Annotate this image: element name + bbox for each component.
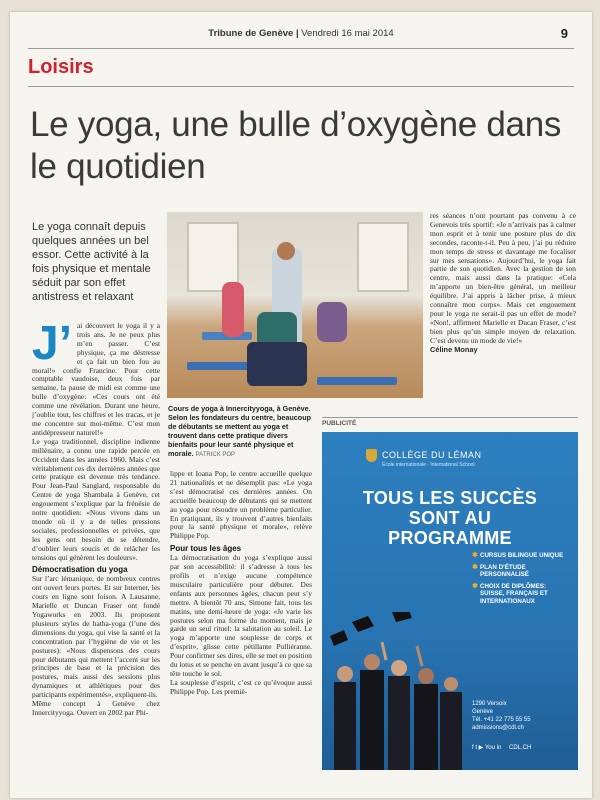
graduate-figure (360, 670, 384, 770)
photo-yoga-mat (317, 377, 397, 385)
section-rule (28, 86, 574, 87)
ad-feature-text: CHOIX DE DIPLÔMES: SUISSE, FRANÇAIS ET INTERNATIONAUX (480, 582, 548, 605)
graduate-head (418, 668, 434, 684)
mortarboard-icon (352, 616, 374, 632)
article-paragraph: Le yoga traditionnel, discipline indienne millénaire, a connu une rapide percée en Occident dans les années 1960. Mais c’est véritablement ces dix dernières années que cette pratique est devenue très tendance. Pour Jean-Paul Sanglard, responsable du Centre de yoga Shambala à Genève, cet engouement s’explique par la frénésie de notre quotidien: «Nous vivons dans un monde où il y a de telles pressions sociales, professionnelles et privées, que les gens ont besoin de se détendre, d’oublier leurs soucis et de relâcher les tensions qui génèrent les douleurs». (32, 436, 160, 562)
photo-window (357, 222, 409, 292)
graduate-figure (334, 682, 356, 770)
article-paragraph: La souplesse d’esprit, c’est ce qu’évoque aussi Philippe Pop. Les premiè- (170, 677, 312, 696)
headline: Le yoga, une bulle d’oxygène dans le quotidien (30, 105, 562, 186)
article-paragraph: res séances n’ont pourtant pas convenu à ce Genevois très sportif: «Je n’arrivais pas à calmer mon esprit et à tenir une posture plus de dix secondes, raconte-t-il. Peu à peu, j’ai pu réduire mon temps de stress et davantage me focaliser sur mes sensations». Aujourd’hui, le yoga fait partie de son quotidien. Avec la gestion de son centre, mais aussi dans la pratique: «Cela m’apporte un bien-être général, un meilleur équilibre. J’ai appris à lâcher prise, à mieux connaître mon corps». Mais cet engouement pour le yoga ne serait-il pas un effet de mode? «Non!, affirment Marielle et Ducan Fraser, c’est bien plus qu’un simple moyen de relaxation. C’est devenu un mode de vie!» (430, 212, 576, 345)
photo-caption (168, 404, 318, 460)
crest-icon (366, 449, 377, 462)
ad-feature-list (472, 552, 572, 609)
ad-social-row (472, 744, 531, 751)
raised-arm (382, 642, 386, 660)
ad-title (322, 488, 578, 548)
star-icon: ✱ (472, 552, 478, 559)
graduate-head (444, 677, 458, 691)
photo-student-bg (317, 302, 347, 342)
header-rule (28, 48, 574, 49)
advertisement-label: PUBLICITÉ (322, 420, 357, 427)
ad-rule (322, 417, 578, 418)
ad-address-line: 1290 Versoix (472, 701, 507, 707)
graduate-figure (388, 676, 410, 770)
star-icon: ✱ (472, 582, 478, 590)
page-header (10, 28, 592, 46)
ad-email[interactable]: admissions@cdl.ch (472, 725, 524, 731)
masthead (10, 28, 592, 39)
ad-address-line: Genève (472, 709, 494, 715)
article-column-1 (32, 322, 160, 792)
graduate-head (337, 666, 353, 682)
article-paragraph: Même concept à Genève chez Innercityyoga. Ouvert en 2002 par Phi- (32, 699, 160, 717)
newspaper-name: Tribune de Genève (208, 28, 294, 39)
article-column-3 (430, 212, 576, 412)
ad-feature (472, 552, 572, 560)
ad-feature-text: CURSUS BILINGUE UNIQUE (480, 552, 564, 559)
ad-title-line: TOUS LES SUCCÈS (362, 488, 538, 508)
mortarboard-icon (392, 612, 412, 622)
ad-feature-text: PLAN D’ÉTUDE PERSONNALISÉ (480, 563, 529, 578)
article-paragraph: La démocratisation du yoga s’explique aussi par son accessibilité: il s’adresse à tous les profils et n’exige aucune compétence musculaire particulière pour débuter. Des enfants aux personnes âgées, chacun peut s’y mettre. A bientôt 70 ans, Simone fait, tous les matins, une demi-heure de yoga: «Je varie les postures selon ma forme du moment, mais je garde un seul rituel: la salutation au soleil. Le yoga m’apporte une souplesse de corps et d’esprit», glisse cette pétillante Pulliéranne. Pour confirmer ses dires, elle se met en position du lotus et se penche en avant jusqu’à ce que sa tête touche le sol. (170, 553, 312, 678)
subheading-ages: Pour tous les âges (170, 544, 242, 554)
graduates-image (322, 612, 472, 770)
article-column-2 (170, 470, 312, 792)
ad-contact (472, 700, 531, 732)
article-paragraph: Sur l’arc lémanique, de nombreux centres ont ouvert leurs portes. Et sur Internet, les cours en ligne sont foison. A Lausanne, Marielle et Duncan Fraser ont fondé Yogaworks en 2003. Ils proposent plusieurs styles de hatha-yoga (l’une des dimensions du yoga, qui vise la santé et la concentration par l’hygiène de vie et les postures): «Nous dispensons des cours pour débutants qui mettent l’accent sur les principes de base et la précision des postures, mais aussi des sessions plus dynamiques et athlétiques pour des participants expérimentés», expliquent-ils. (32, 574, 160, 700)
college-advertisement (322, 432, 578, 770)
caption-text: Cours de yoga à Innercityyoga, à Genève. Selon les fondateurs du centre, beaucoup de débutants se mettent au yoga et trouvent dans cette pratique divers bienfaits pour leur santé physique et morale. (168, 404, 311, 458)
article-paragraph: lippe et Ioana Pop, le centre accueille quelque 21 nationalités et ne désemplit pas: «Le yoga s’est démocratisé ces dernières années. On accueille beaucoup de débutants qui se mettent au yoga pour résoudre un problème particulier. En pratiquant, ils y trouvent d’autres bienfaits pour la santé physique et morale», relève Philippe Pop. (170, 470, 312, 541)
social-icons[interactable]: f t ▶ You in (472, 745, 502, 751)
author-signature: Céline Monay (430, 344, 478, 354)
ad-website[interactable]: CDL.CH (508, 745, 532, 751)
graduate-figure (440, 692, 462, 770)
yoga-class-photo (167, 212, 423, 398)
mortarboard-icon (330, 630, 348, 646)
page-number: 9 (560, 26, 568, 41)
ad-title-line: PROGRAMME (388, 528, 512, 548)
photo-head (277, 242, 295, 260)
header-separator: | (295, 28, 299, 39)
newspaper-page (10, 12, 592, 798)
issue-date: Vendredi 16 mai 2014 (301, 28, 394, 39)
graduate-head (364, 654, 380, 670)
college-name: COLLÈGE DU LÉMAN (382, 450, 482, 460)
section-label: Loisirs (28, 56, 94, 78)
college-logo (382, 450, 482, 460)
ad-title-line: SONT AU (408, 508, 492, 528)
article-paragraph: ai découvert le yoga il y a trois ans. Je ne peux plus m’en passer. C’est physique, ça me déstresse et ça fait un bien fou au moral!» confie Francine. Pour cette comptable vaudoise, deux fois par semaine, la pause de midi est comme une bulle d’oxygène: «Ces cours ont été comme une révélation. Durant une heure, j’oublie tout, les chiffres et les tracas, et je me concentre sur moi-même. C’est mon antidépresseur naturel!» (32, 322, 160, 437)
photo-legs (247, 342, 307, 386)
subheading-democratisation: Démocratisation du yoga (32, 565, 128, 575)
star-icon: ✱ (472, 563, 478, 571)
graduate-figure (414, 684, 438, 770)
ad-feature (472, 564, 572, 579)
ad-feature (472, 583, 572, 606)
graduate-head (391, 660, 407, 676)
photo-credit: PATRICK POP (195, 452, 236, 458)
lead-paragraph: Le yoga connaît depuis quelques années un bel essor. Cette activité à la fois physique et mentale séduit par son effet antistress et relaxant (32, 221, 151, 303)
college-tagline: École internationale · International School (382, 462, 475, 468)
dropcap: J’ (32, 322, 73, 370)
raised-arm (417, 646, 422, 666)
photo-student-bg (222, 282, 244, 337)
ad-phone: Tél. +41 22 775 55 55 (472, 717, 531, 723)
